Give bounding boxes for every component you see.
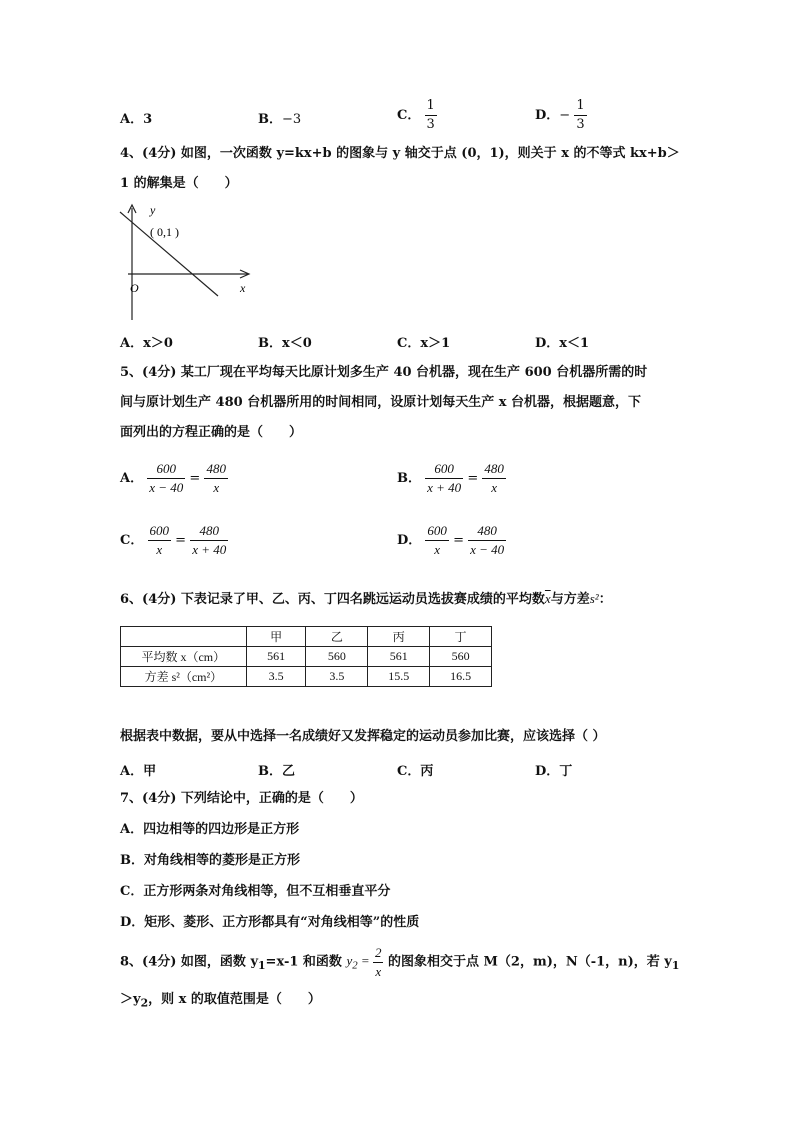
q6-stem-end: ：: [598, 592, 612, 607]
denominator: x − 40: [149, 480, 184, 495]
numerator: 600: [425, 460, 463, 479]
equals-sign: =: [453, 533, 464, 548]
right-fraction: [468, 522, 506, 559]
q5-option-c[interactable]: [120, 522, 228, 559]
table-cell: 3.5: [306, 667, 368, 687]
q3-option-b[interactable]: [258, 108, 301, 127]
option-letter: B．: [258, 764, 282, 779]
table-cell: 560: [430, 647, 492, 667]
table-cell: 方差 s²（cm²）: [121, 667, 247, 687]
option-value: x＜0: [282, 336, 312, 351]
q6-option-d[interactable]: [535, 760, 572, 779]
option-value: −3: [282, 112, 302, 127]
option-value: 乙: [282, 764, 296, 779]
q6-table: [120, 626, 492, 687]
table-header-cell: [121, 627, 247, 647]
point-label: ( 0,1 ): [150, 225, 179, 239]
q6-stem-text: 6、(4分) 下表记录了甲、乙、丙、丁四名跳远运动员选拔赛成绩的平均数: [120, 592, 545, 607]
q4-graph: [110, 200, 270, 325]
q4-stem-line2: 1 的解集是（ ）: [120, 176, 238, 191]
option-letter: D．: [535, 108, 560, 123]
option-value: x＞0: [143, 336, 173, 351]
q5-stem-line2: 间与原计划生产 480 台机器所用的时间相同，设原计划每天生产 x 台机器，根据题意，下: [120, 395, 641, 410]
table-header-cell: 乙: [306, 627, 368, 647]
q4-stem-line1: 4、(4分) 如图，一次函数 y=kx+b 的图象与 y 轴交于点 (0，1)，则关于 x 的不等式 kx+b＞: [120, 146, 680, 161]
option-letter: A．: [120, 764, 144, 779]
minus-sign: −: [559, 108, 571, 123]
option-letter: C．: [397, 108, 421, 123]
numerator: 2: [373, 944, 384, 963]
table-cell: 560: [306, 647, 368, 667]
left-fraction: [147, 460, 185, 497]
numerator: 1: [574, 97, 586, 116]
fraction: [373, 944, 384, 981]
fraction: [574, 97, 586, 134]
q8-stem-line2: [120, 988, 321, 1010]
option-value: x＜1: [559, 336, 590, 351]
subscript: 1: [258, 959, 266, 973]
equals-sign: =: [467, 471, 479, 486]
q4-option-b[interactable]: [258, 332, 312, 351]
origin-label: O: [130, 281, 139, 295]
table-header-cell: 甲: [246, 627, 306, 647]
q8-text: ＞y: [120, 992, 141, 1007]
right-fraction: [204, 460, 228, 497]
equals-sign: =: [189, 471, 201, 486]
q3-option-c[interactable]: [397, 97, 437, 134]
table-header-cell: 丁: [430, 627, 492, 647]
q6-option-a[interactable]: [120, 760, 156, 779]
denominator: 3: [576, 117, 585, 132]
denominator: x: [156, 542, 163, 557]
option-letter: C．: [397, 764, 421, 779]
table-cell: 3.5: [246, 667, 306, 687]
fn-y: y: [346, 953, 353, 969]
option-value: 丙: [420, 764, 434, 779]
q5-option-a[interactable]: [120, 460, 228, 497]
numerator: 480: [482, 460, 506, 479]
option-value: x＞1: [420, 336, 451, 351]
q6-option-c[interactable]: [397, 760, 433, 779]
numerator: 600: [148, 522, 172, 541]
q4-option-c[interactable]: [397, 332, 450, 351]
q7-option-a[interactable]: A．四边相等的四边形是正方形: [120, 822, 300, 837]
q3-option-d[interactable]: [535, 97, 587, 134]
q4-option-d[interactable]: [535, 332, 589, 351]
q8-text: 的图象相交于点 M（2，m)，N（-1，n)，若 y: [383, 954, 672, 970]
equals-sign: =: [175, 533, 187, 548]
subscript: 1: [671, 959, 680, 973]
q6-stem-mid: 与方差: [550, 592, 590, 607]
denominator: x: [434, 542, 441, 557]
option-letter: B．: [258, 112, 282, 127]
q5-option-b[interactable]: [397, 460, 506, 497]
q8-text: ，则 x 的取值范围是（ ）: [148, 992, 321, 1007]
numerator: 1: [425, 97, 437, 116]
table-header-cell: 丙: [368, 627, 430, 647]
table-cell: 平均数 x（cm）: [121, 647, 247, 667]
q8-text: 8、(4分) 如图，函数 y: [120, 954, 258, 970]
fraction: [425, 97, 437, 134]
q7-option-b[interactable]: B．对角线相等的菱形是正方形: [120, 853, 300, 868]
option-letter: D．: [535, 764, 560, 779]
option-letter: D．: [397, 533, 422, 548]
numerator: 480: [204, 460, 228, 479]
left-fraction: [425, 522, 449, 559]
y-label: y: [150, 203, 156, 217]
table-cell: 561: [368, 647, 430, 667]
q7-option-c[interactable]: C．正方形两条对角线相等，但不互相垂直平分: [120, 884, 391, 899]
option-letter: D．: [535, 336, 560, 351]
right-fraction: [190, 522, 228, 559]
denominator: x + 40: [192, 542, 227, 557]
option-value: 丁: [559, 764, 573, 779]
denominator: x: [491, 480, 498, 495]
q7-option-d[interactable]: D．矩形、菱形、正方形都具有“对角线相等”的性质: [120, 915, 420, 930]
denominator: 3: [426, 117, 435, 132]
numerator: 480: [468, 522, 506, 541]
numerator: 600: [147, 460, 185, 479]
mean-symbol: $\overline{x}$: [544, 591, 551, 606]
q6-option-b[interactable]: [258, 760, 295, 779]
q5-stem-line1: 5、(4分) 某工厂现在平均每天比原计划多生产 40 台机器，现在生产 600 台机器所需的时: [120, 365, 648, 380]
option-letter: B．: [258, 336, 282, 351]
q6-follow: 根据表中数据，要从中选择一名成绩好又发挥稳定的运动员参加比赛，应该选择（ ）: [120, 729, 606, 744]
q8-stem-line1: [120, 944, 679, 981]
table-cell: 16.5: [430, 667, 492, 687]
left-fraction: [425, 460, 463, 497]
table-row: [121, 647, 492, 667]
q3-option-a[interactable]: [120, 108, 152, 127]
x-label: x: [240, 281, 246, 295]
denominator: x: [375, 964, 382, 979]
left-fraction: [148, 522, 172, 559]
table-row: [121, 667, 492, 687]
fn-eq: =: [357, 953, 373, 969]
denominator: x + 40: [427, 480, 462, 495]
q6-stem: [120, 590, 612, 609]
option-letter: A．: [120, 471, 144, 486]
option-letter: A．: [120, 336, 144, 351]
table-cell: 15.5: [368, 667, 430, 687]
option-letter: A．: [120, 112, 144, 127]
numerator: 480: [190, 522, 228, 541]
option-value: 3: [143, 112, 153, 127]
q8-text: =x-1 和函数: [265, 954, 347, 970]
q5-stem-line3: 面列出的方程正确的是（ ）: [120, 425, 303, 440]
numerator: 600: [425, 522, 449, 541]
option-value: 甲: [143, 764, 157, 779]
table-header-row: [121, 627, 492, 647]
option-letter: C．: [397, 336, 421, 351]
q5-option-d[interactable]: [397, 522, 506, 559]
denominator: x: [213, 480, 220, 495]
option-letter: C．: [120, 533, 144, 548]
right-fraction: [482, 460, 506, 497]
subscript: 2: [140, 996, 149, 1010]
denominator: x − 40: [470, 542, 505, 557]
function-y2: [346, 945, 383, 979]
option-letter: B．: [397, 471, 421, 486]
q4-option-a[interactable]: [120, 332, 173, 351]
variance-symbol: s²: [589, 591, 599, 606]
q7-stem: 7、(4分) 下列结论中，正确的是（ ）: [120, 791, 363, 806]
table-cell: 561: [246, 647, 306, 667]
subscript: 2: [352, 960, 358, 973]
